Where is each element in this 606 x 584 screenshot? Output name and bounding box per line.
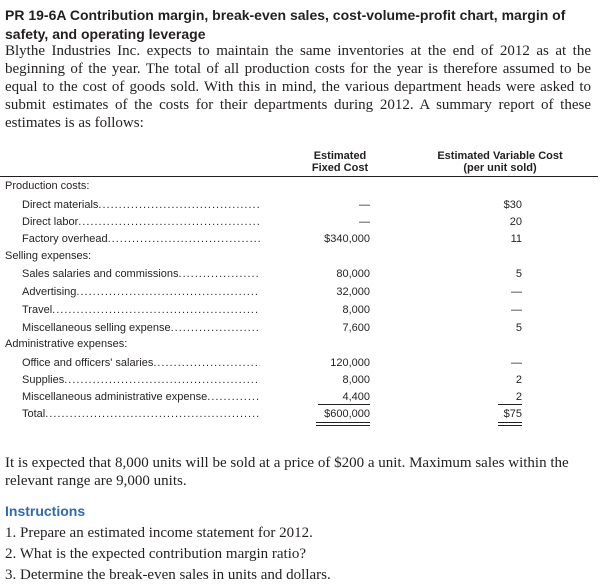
row-label: Factory overhead ..... [22,231,260,247]
section-row-admin [0,336,606,352]
column-header-fixed-line1: Estimated [313,150,367,162]
column-header-variable [430,150,570,174]
variable-cost-total: $75 [503,408,522,420]
variable-cost-value: 2 [515,374,522,386]
table-row [0,302,606,318]
variable-cost-value: — [511,286,522,298]
fixed-cost-value: 8,000 [342,304,370,316]
fixed-cost-value: $340,000 [324,233,370,245]
row-label: Total ..... [22,406,260,422]
table-row [0,214,606,230]
column-header-fixed-line2: Fixed Cost [311,162,369,174]
row-label: Direct labor ..... [22,214,260,230]
variable-cost-value: 5 [515,322,522,334]
fixed-cost-value: 80,000 [336,268,370,280]
column-header-variable-line2: (per unit sold) [463,162,537,174]
variable-cost-value: 2 [515,391,522,403]
variable-cost-value: 5 [515,268,522,280]
row-label: Advertising ..... [22,284,260,300]
section-row-production [0,178,606,194]
instruction-item: 2. What is the expected contribution margin ratio? [5,546,307,562]
fixed-cost-value: 8,000 [342,374,370,386]
problem-title: PR 19-6A Contribution margin, break-even sales, cost-volume-profit chart, margin of safety, and operating leverage [5,7,566,42]
table-row [0,231,606,247]
row-label: Supplies ..... [22,372,260,388]
variable-cost-value: 20 [509,216,522,228]
variable-cost-value: — [511,304,522,316]
table-row [0,320,606,336]
section-label: Selling expenses: [5,250,92,262]
table-row [0,266,606,282]
variable-cost-value: — [511,357,522,369]
problem-intro: Blythe Industries Inc. expects to maintain the same inventories at the end of 2012 as at the beginning of the year. The total of all production costs for the year is therefore assumed to be equal to the cost of goods sold. With this in mind, the various department heads were asked to submit estimates of the costs for their departments during 2012. A summary report of these estimates is as follows: [5,43,591,131]
fixed-cost-value: — [359,199,370,211]
table-row [0,355,606,371]
fixed-cost-value: 120,000 [330,357,370,369]
row-label: Miscellaneous selling expense ..... [22,320,260,336]
table-row [0,372,606,388]
column-header-variable-line1: Estimated Variable Cost [437,150,563,162]
fixed-total-double-rule [316,422,370,426]
column-header-fixed [300,150,380,174]
table-row [0,197,606,213]
variable-cost-value: $30 [503,199,522,211]
instructions-heading: Instructions [5,503,86,519]
table-row-total [0,406,606,422]
variable-subtotal-rule [498,404,522,405]
fixed-cost-value: 4,400 [342,391,370,403]
section-row-selling [0,248,606,264]
variable-cost-value: 11 [510,233,522,245]
closing-paragraph: It is expected that 8,000 units will be sold at a price of $200 a unit. Maximum sales within the relevant range are 9,000 units. [5,455,569,489]
table-row [0,389,606,405]
section-label: Production costs: [5,180,90,192]
instruction-item: 3. Determine the break-even sales in units and dollars. [5,567,331,583]
row-label: Office and officers' salaries ..... [22,355,260,371]
fixed-cost-value: 32,000 [336,286,370,298]
fixed-subtotal-rule [318,404,370,405]
instruction-item: 1. Prepare an estimated income statement for 2012. [5,525,313,541]
row-label: Travel ..... [22,302,260,318]
fixed-cost-value: — [359,216,370,228]
header-divider [0,176,598,177]
fixed-cost-value: 7,600 [342,322,370,334]
variable-total-double-rule [498,422,522,426]
section-label: Administrative expenses: [5,338,128,350]
row-label: Sales salaries and commissions ..... [22,266,260,282]
row-label: Miscellaneous administrative expense ..... [22,389,260,405]
table-row [0,284,606,300]
fixed-cost-total: $600,000 [324,408,370,420]
row-label: Direct materials ..... [22,197,260,213]
